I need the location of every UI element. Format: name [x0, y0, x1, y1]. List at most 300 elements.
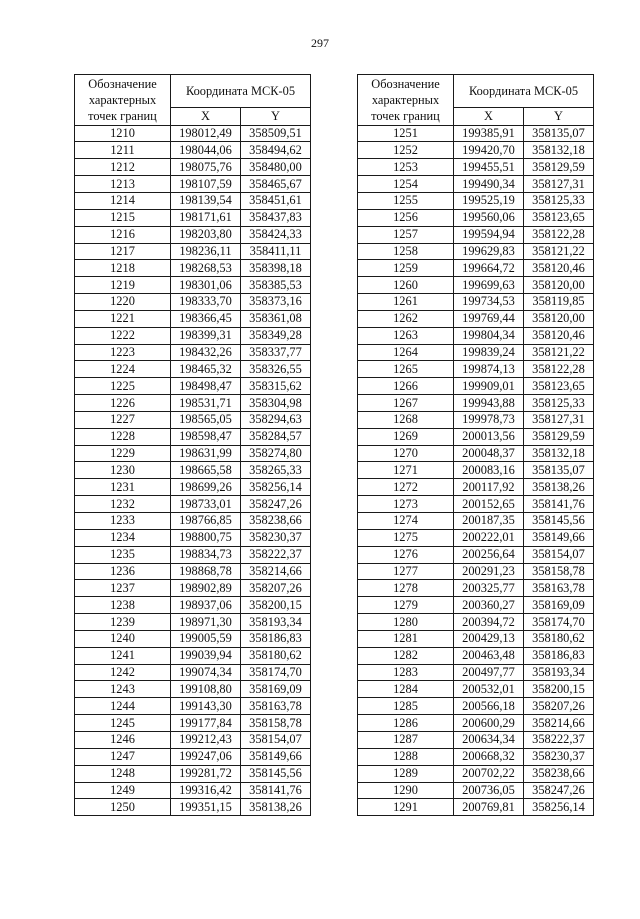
- table-row: [75, 799, 311, 816]
- x-coordinate-cell: 198399,31: [171, 327, 241, 344]
- x-coordinate-cell: 199455,51: [454, 159, 524, 176]
- y-coordinate-cell: 358361,08: [241, 310, 311, 327]
- y-coordinate-cell: 358163,78: [524, 580, 594, 597]
- x-coordinate-cell: 198766,85: [171, 513, 241, 530]
- point-id-cell: 1273: [358, 496, 454, 513]
- page-number: 297: [311, 36, 329, 50]
- y-coordinate-cell: 358154,07: [241, 731, 311, 748]
- x-coordinate-cell: 198868,78: [171, 563, 241, 580]
- y-coordinate-cell: 358274,80: [241, 445, 311, 462]
- table-row: [358, 176, 594, 193]
- x-column-header: X: [454, 108, 524, 125]
- y-coordinate-cell: 358437,83: [241, 209, 311, 226]
- point-id-cell: 1216: [75, 226, 171, 243]
- table-row: [75, 192, 311, 209]
- y-coordinate-cell: 358129,59: [524, 428, 594, 445]
- point-id-cell: 1247: [75, 748, 171, 765]
- point-id-cell: 1250: [75, 799, 171, 816]
- point-id-cell: 1288: [358, 748, 454, 765]
- y-coordinate-cell: 358163,78: [241, 698, 311, 715]
- y-coordinate-cell: 358145,56: [241, 765, 311, 782]
- table-row: [358, 209, 594, 226]
- y-coordinate-cell: 358121,22: [524, 344, 594, 361]
- x-coordinate-cell: 200463,48: [454, 647, 524, 664]
- y-coordinate-cell: 358149,66: [524, 529, 594, 546]
- x-coordinate-cell: 200566,18: [454, 698, 524, 715]
- point-id-cell: 1225: [75, 378, 171, 395]
- table-row: [75, 327, 311, 344]
- y-coordinate-cell: 358238,66: [524, 765, 594, 782]
- y-coordinate-cell: 358230,37: [241, 529, 311, 546]
- table-row: [75, 260, 311, 277]
- table-row: [358, 580, 594, 597]
- x-coordinate-cell: 199316,42: [171, 782, 241, 799]
- coordinate-system-header: Координата МСК-05: [454, 75, 594, 108]
- y-coordinate-cell: 358121,22: [524, 243, 594, 260]
- table-header: [358, 75, 594, 126]
- y-coordinate-cell: 358337,77: [241, 344, 311, 361]
- y-coordinate-cell: 358509,51: [241, 125, 311, 142]
- y-coordinate-cell: 358200,15: [524, 681, 594, 698]
- point-id-cell: 1222: [75, 327, 171, 344]
- y-coordinate-cell: 358465,67: [241, 176, 311, 193]
- point-id-cell: 1226: [75, 395, 171, 412]
- x-column-header: X: [171, 108, 241, 125]
- y-coordinate-cell: 358125,33: [524, 192, 594, 209]
- x-coordinate-cell: 199699,63: [454, 277, 524, 294]
- point-id-cell: 1274: [358, 513, 454, 530]
- point-id-cell: 1224: [75, 361, 171, 378]
- point-id-cell: 1242: [75, 664, 171, 681]
- y-coordinate-cell: 358207,26: [241, 580, 311, 597]
- point-id-cell: 1241: [75, 647, 171, 664]
- x-coordinate-cell: 198631,99: [171, 445, 241, 462]
- y-coordinate-cell: 358214,66: [241, 563, 311, 580]
- table-row: [358, 428, 594, 445]
- point-designation-header: Обозначение характерных точек границ: [358, 75, 454, 126]
- x-coordinate-cell: 200769,81: [454, 799, 524, 816]
- point-id-cell: 1214: [75, 192, 171, 209]
- y-coordinate-cell: 358222,37: [241, 546, 311, 563]
- y-coordinate-cell: 358120,00: [524, 310, 594, 327]
- table-row: [75, 546, 311, 563]
- x-coordinate-cell: 199874,13: [454, 361, 524, 378]
- coordinates-table-left: [74, 74, 311, 816]
- table-row: [358, 445, 594, 462]
- y-coordinate-cell: 358398,18: [241, 260, 311, 277]
- x-coordinate-cell: 199629,83: [454, 243, 524, 260]
- table-row: [75, 563, 311, 580]
- table-row: [75, 765, 311, 782]
- y-coordinate-cell: 358411,11: [241, 243, 311, 260]
- point-id-cell: 1251: [358, 125, 454, 142]
- x-coordinate-cell: 199560,06: [454, 209, 524, 226]
- point-id-cell: 1211: [75, 142, 171, 159]
- y-coordinate-cell: 358180,62: [524, 630, 594, 647]
- y-coordinate-cell: 358265,33: [241, 462, 311, 479]
- table-row: [358, 243, 594, 260]
- y-coordinate-cell: 358480,00: [241, 159, 311, 176]
- point-id-cell: 1257: [358, 226, 454, 243]
- point-designation-header: Обозначение характерных точек границ: [75, 75, 171, 126]
- table-row: [358, 630, 594, 647]
- table-row: [358, 546, 594, 563]
- x-coordinate-cell: 199074,34: [171, 664, 241, 681]
- x-coordinate-cell: 199039,94: [171, 647, 241, 664]
- point-id-cell: 1289: [358, 765, 454, 782]
- table-row: [358, 327, 594, 344]
- point-id-cell: 1255: [358, 192, 454, 209]
- x-coordinate-cell: 199177,84: [171, 715, 241, 732]
- x-coordinate-cell: 198665,58: [171, 462, 241, 479]
- table-row: [358, 277, 594, 294]
- y-coordinate-cell: 358123,65: [524, 209, 594, 226]
- point-id-cell: 1210: [75, 125, 171, 142]
- x-coordinate-cell: 200048,37: [454, 445, 524, 462]
- table-row: [358, 260, 594, 277]
- x-coordinate-cell: 199420,70: [454, 142, 524, 159]
- table-row: [75, 411, 311, 428]
- table-row: [75, 664, 311, 681]
- x-coordinate-cell: 200013,56: [454, 428, 524, 445]
- table-header: [75, 75, 311, 126]
- point-id-cell: 1279: [358, 597, 454, 614]
- x-coordinate-cell: 200497,77: [454, 664, 524, 681]
- point-id-cell: 1276: [358, 546, 454, 563]
- table-row: [75, 395, 311, 412]
- x-coordinate-cell: 199005,59: [171, 630, 241, 647]
- x-coordinate-cell: 200325,77: [454, 580, 524, 597]
- table-row: [358, 310, 594, 327]
- table-row: [75, 681, 311, 698]
- x-coordinate-cell: 200736,05: [454, 782, 524, 799]
- table-row: [358, 748, 594, 765]
- y-coordinate-cell: 358207,26: [524, 698, 594, 715]
- y-coordinate-cell: 358222,37: [524, 731, 594, 748]
- x-coordinate-cell: 200394,72: [454, 614, 524, 631]
- table-row: [358, 159, 594, 176]
- table-row: [358, 294, 594, 311]
- table-row: [358, 647, 594, 664]
- point-id-cell: 1253: [358, 159, 454, 176]
- point-id-cell: 1269: [358, 428, 454, 445]
- table-row: [358, 411, 594, 428]
- x-coordinate-cell: 199247,06: [171, 748, 241, 765]
- y-coordinate-cell: 358119,85: [524, 294, 594, 311]
- x-coordinate-cell: 199978,73: [454, 411, 524, 428]
- point-id-cell: 1259: [358, 260, 454, 277]
- table-row: [358, 125, 594, 142]
- x-coordinate-cell: 200600,29: [454, 715, 524, 732]
- point-id-cell: 1278: [358, 580, 454, 597]
- table-row: [75, 614, 311, 631]
- table-row: [358, 664, 594, 681]
- point-id-cell: 1237: [75, 580, 171, 597]
- y-coordinate-cell: 358174,70: [524, 614, 594, 631]
- table-row: [358, 142, 594, 159]
- x-coordinate-cell: 200429,13: [454, 630, 524, 647]
- x-coordinate-cell: 198044,06: [171, 142, 241, 159]
- point-id-cell: 1236: [75, 563, 171, 580]
- y-coordinate-cell: 358326,55: [241, 361, 311, 378]
- table-row: [75, 782, 311, 799]
- table-row: [75, 428, 311, 445]
- y-coordinate-cell: 358149,66: [241, 748, 311, 765]
- y-coordinate-cell: 358127,31: [524, 411, 594, 428]
- coordinates-table-right: [357, 74, 594, 816]
- x-coordinate-cell: 200152,65: [454, 496, 524, 513]
- point-id-cell: 1283: [358, 664, 454, 681]
- y-coordinate-cell: 358214,66: [524, 715, 594, 732]
- x-coordinate-cell: 198333,70: [171, 294, 241, 311]
- y-coordinate-cell: 358169,09: [524, 597, 594, 614]
- y-coordinate-cell: 358138,26: [524, 479, 594, 496]
- y-coordinate-cell: 358186,83: [241, 630, 311, 647]
- y-coordinate-cell: 358180,62: [241, 647, 311, 664]
- table-row: [75, 310, 311, 327]
- table-row: [75, 647, 311, 664]
- point-id-cell: 1244: [75, 698, 171, 715]
- point-id-cell: 1280: [358, 614, 454, 631]
- x-coordinate-cell: 200702,22: [454, 765, 524, 782]
- x-coordinate-cell: 199734,53: [454, 294, 524, 311]
- y-coordinate-cell: 358186,83: [524, 647, 594, 664]
- table-row: [75, 344, 311, 361]
- point-id-cell: 1235: [75, 546, 171, 563]
- y-coordinate-cell: 358122,28: [524, 226, 594, 243]
- x-coordinate-cell: 199664,72: [454, 260, 524, 277]
- table-row: [75, 529, 311, 546]
- y-coordinate-cell: 358294,63: [241, 411, 311, 428]
- x-coordinate-cell: 198531,71: [171, 395, 241, 412]
- x-coordinate-cell: 198733,01: [171, 496, 241, 513]
- table-row: [358, 799, 594, 816]
- point-id-cell: 1231: [75, 479, 171, 496]
- y-coordinate-cell: 358451,61: [241, 192, 311, 209]
- x-coordinate-cell: 198432,26: [171, 344, 241, 361]
- point-id-cell: 1291: [358, 799, 454, 816]
- point-id-cell: 1249: [75, 782, 171, 799]
- point-id-cell: 1281: [358, 630, 454, 647]
- x-coordinate-cell: 198139,54: [171, 192, 241, 209]
- point-id-cell: 1227: [75, 411, 171, 428]
- x-coordinate-cell: 199212,43: [171, 731, 241, 748]
- table-row: [75, 361, 311, 378]
- table-row: [358, 715, 594, 732]
- table-row: [358, 378, 594, 395]
- y-coordinate-cell: 358141,76: [241, 782, 311, 799]
- x-coordinate-cell: 199943,88: [454, 395, 524, 412]
- y-coordinate-cell: 358123,65: [524, 378, 594, 395]
- x-coordinate-cell: 199804,34: [454, 327, 524, 344]
- x-coordinate-cell: 199143,30: [171, 698, 241, 715]
- x-coordinate-cell: 198971,30: [171, 614, 241, 631]
- x-coordinate-cell: 200117,92: [454, 479, 524, 496]
- x-coordinate-cell: 200083,16: [454, 462, 524, 479]
- y-coordinate-cell: 358349,28: [241, 327, 311, 344]
- table-row: [75, 630, 311, 647]
- y-coordinate-cell: 358385,53: [241, 277, 311, 294]
- x-coordinate-cell: 199839,24: [454, 344, 524, 361]
- point-id-cell: 1252: [358, 142, 454, 159]
- point-id-cell: 1256: [358, 209, 454, 226]
- point-id-cell: 1254: [358, 176, 454, 193]
- point-id-cell: 1240: [75, 630, 171, 647]
- x-coordinate-cell: 200360,27: [454, 597, 524, 614]
- y-coordinate-cell: 358424,33: [241, 226, 311, 243]
- point-id-cell: 1267: [358, 395, 454, 412]
- x-coordinate-cell: 199909,01: [454, 378, 524, 395]
- point-id-cell: 1277: [358, 563, 454, 580]
- x-coordinate-cell: 198800,75: [171, 529, 241, 546]
- y-coordinate-cell: 358494,62: [241, 142, 311, 159]
- table-row: [75, 462, 311, 479]
- y-coordinate-cell: 358256,14: [524, 799, 594, 816]
- point-id-cell: 1262: [358, 310, 454, 327]
- x-coordinate-cell: 198834,73: [171, 546, 241, 563]
- table-row: [358, 529, 594, 546]
- point-id-cell: 1275: [358, 529, 454, 546]
- x-coordinate-cell: 198107,59: [171, 176, 241, 193]
- y-coordinate-cell: 358132,18: [524, 445, 594, 462]
- point-id-cell: 1246: [75, 731, 171, 748]
- point-id-cell: 1243: [75, 681, 171, 698]
- table-row: [75, 715, 311, 732]
- y-coordinate-cell: 358304,98: [241, 395, 311, 412]
- point-id-cell: 1229: [75, 445, 171, 462]
- table-row: [358, 731, 594, 748]
- point-id-cell: 1238: [75, 597, 171, 614]
- y-coordinate-cell: 358122,28: [524, 361, 594, 378]
- y-coordinate-cell: 358193,34: [241, 614, 311, 631]
- x-coordinate-cell: 200187,35: [454, 513, 524, 530]
- x-coordinate-cell: 198171,61: [171, 209, 241, 226]
- table-row: [75, 243, 311, 260]
- x-coordinate-cell: 199594,94: [454, 226, 524, 243]
- point-id-cell: 1218: [75, 260, 171, 277]
- x-coordinate-cell: 198268,53: [171, 260, 241, 277]
- point-id-cell: 1282: [358, 647, 454, 664]
- point-id-cell: 1272: [358, 479, 454, 496]
- point-id-cell: 1228: [75, 428, 171, 445]
- x-coordinate-cell: 200256,64: [454, 546, 524, 563]
- y-coordinate-cell: 358158,78: [241, 715, 311, 732]
- point-id-cell: 1271: [358, 462, 454, 479]
- table-row: [75, 159, 311, 176]
- y-coordinate-cell: 358135,07: [524, 462, 594, 479]
- table-row: [75, 294, 311, 311]
- table-row: [358, 765, 594, 782]
- x-coordinate-cell: 198012,49: [171, 125, 241, 142]
- x-coordinate-cell: 200291,23: [454, 563, 524, 580]
- point-id-cell: 1286: [358, 715, 454, 732]
- point-id-cell: 1266: [358, 378, 454, 395]
- y-coordinate-cell: 358154,07: [524, 546, 594, 563]
- point-id-cell: 1248: [75, 765, 171, 782]
- x-coordinate-cell: 198236,11: [171, 243, 241, 260]
- table-row: [75, 176, 311, 193]
- y-column-header: Y: [241, 108, 311, 125]
- y-coordinate-cell: 358247,26: [524, 782, 594, 799]
- x-coordinate-cell: 198565,05: [171, 411, 241, 428]
- y-coordinate-cell: 358120,00: [524, 277, 594, 294]
- y-coordinate-cell: 358129,59: [524, 159, 594, 176]
- y-coordinate-cell: 358125,33: [524, 395, 594, 412]
- point-id-cell: 1212: [75, 159, 171, 176]
- table-row: [358, 462, 594, 479]
- x-coordinate-cell: 198075,76: [171, 159, 241, 176]
- table-row: [358, 698, 594, 715]
- y-coordinate-cell: 358373,16: [241, 294, 311, 311]
- y-coordinate-cell: 358256,14: [241, 479, 311, 496]
- point-id-cell: 1290: [358, 782, 454, 799]
- y-coordinate-cell: 358132,18: [524, 142, 594, 159]
- table-row: [358, 479, 594, 496]
- coordinates-body: [75, 125, 311, 816]
- y-coordinate-cell: 358200,15: [241, 597, 311, 614]
- x-coordinate-cell: 199769,44: [454, 310, 524, 327]
- table-row: [75, 445, 311, 462]
- y-coordinate-cell: 358238,66: [241, 513, 311, 530]
- x-coordinate-cell: 198902,89: [171, 580, 241, 597]
- table-row: [358, 192, 594, 209]
- point-id-cell: 1221: [75, 310, 171, 327]
- table-row: [358, 597, 594, 614]
- table-row: [75, 277, 311, 294]
- coordinates-body: [358, 125, 594, 816]
- coordinate-system-header: Координата МСК-05: [171, 75, 311, 108]
- y-coordinate-cell: 358145,56: [524, 513, 594, 530]
- table-row: [75, 731, 311, 748]
- point-id-cell: 1220: [75, 294, 171, 311]
- table-row: [358, 395, 594, 412]
- y-coordinate-cell: 358158,78: [524, 563, 594, 580]
- table-row: [75, 226, 311, 243]
- point-id-cell: 1219: [75, 277, 171, 294]
- y-coordinate-cell: 358284,57: [241, 428, 311, 445]
- table-row: [75, 513, 311, 530]
- table-row: [358, 496, 594, 513]
- point-id-cell: 1264: [358, 344, 454, 361]
- table-row: [75, 496, 311, 513]
- x-coordinate-cell: 200634,34: [454, 731, 524, 748]
- table-row: [358, 361, 594, 378]
- table-row: [75, 125, 311, 142]
- table-row: [358, 563, 594, 580]
- point-id-cell: 1265: [358, 361, 454, 378]
- point-id-cell: 1287: [358, 731, 454, 748]
- x-coordinate-cell: 200222,01: [454, 529, 524, 546]
- point-id-cell: 1215: [75, 209, 171, 226]
- x-coordinate-cell: 199490,34: [454, 176, 524, 193]
- x-coordinate-cell: 198301,06: [171, 277, 241, 294]
- y-coordinate-cell: 358135,07: [524, 125, 594, 142]
- point-id-cell: 1261: [358, 294, 454, 311]
- point-id-cell: 1217: [75, 243, 171, 260]
- point-id-cell: 1213: [75, 176, 171, 193]
- y-coordinate-cell: 358141,76: [524, 496, 594, 513]
- table-row: [75, 142, 311, 159]
- y-coordinate-cell: 358193,34: [524, 664, 594, 681]
- point-id-cell: 1270: [358, 445, 454, 462]
- y-coordinate-cell: 358247,26: [241, 496, 311, 513]
- table-row: [358, 681, 594, 698]
- y-coordinate-cell: 358127,31: [524, 176, 594, 193]
- y-coordinate-cell: 358120,46: [524, 260, 594, 277]
- table-row: [75, 378, 311, 395]
- y-column-header: Y: [524, 108, 594, 125]
- table-row: [358, 513, 594, 530]
